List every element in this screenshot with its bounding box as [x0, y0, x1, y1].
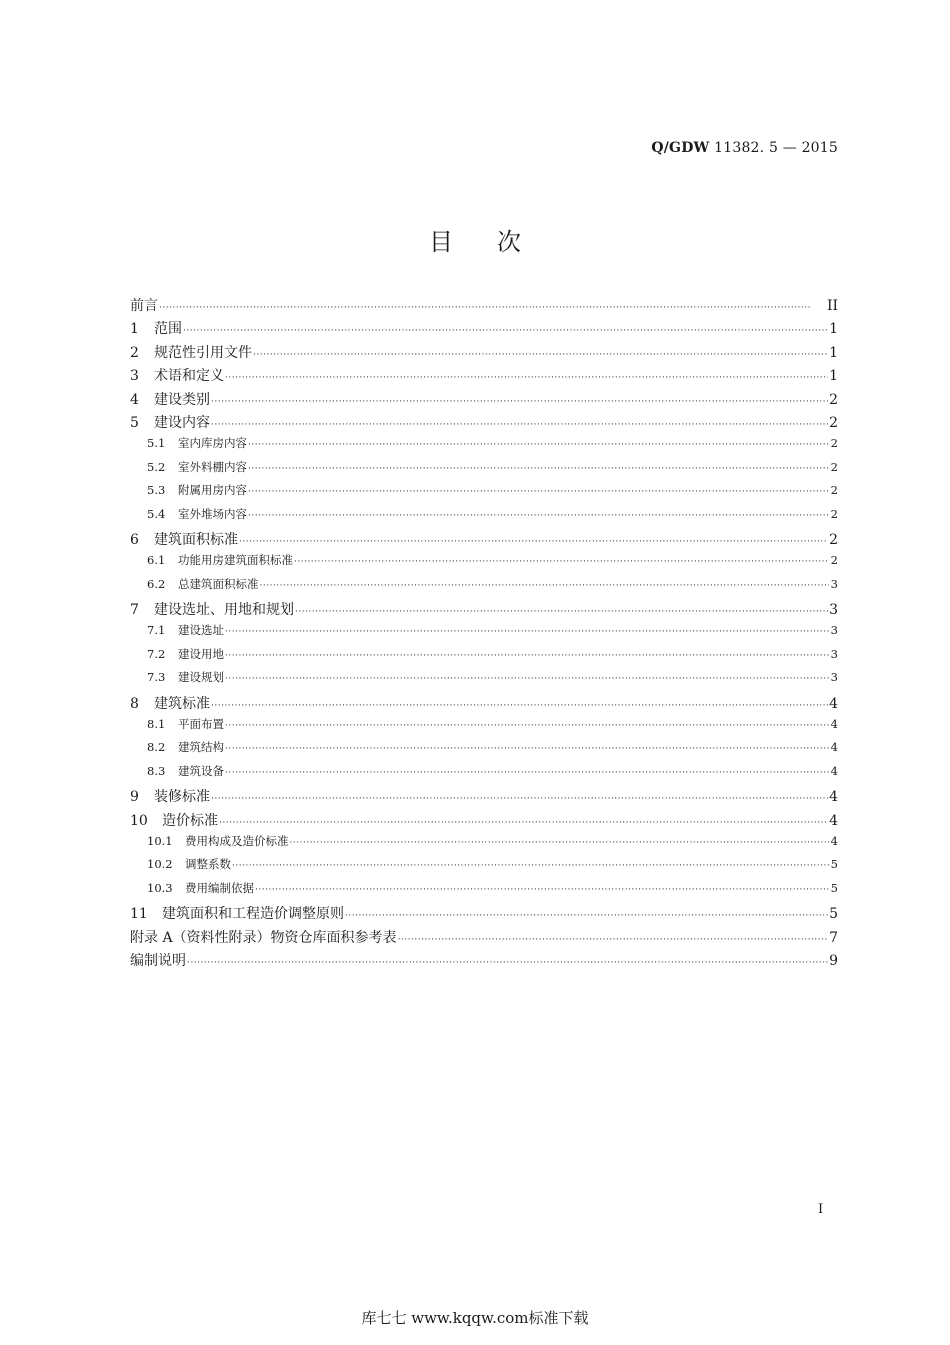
toc-subentry[interactable]: [130, 552, 838, 575]
toc-leader: [225, 768, 829, 778]
toc-leader: [183, 326, 828, 336]
toc-entry[interactable]: [130, 529, 838, 552]
title-char-1: 目: [429, 228, 453, 256]
toc-subentry[interactable]: [130, 739, 838, 762]
toc-page: II: [826, 298, 838, 314]
toc-number: 2: [130, 344, 139, 361]
toc-number: 6.2: [147, 576, 166, 591]
toc-number: 11: [130, 906, 148, 923]
document-id-prefix: Q/GDW: [651, 140, 710, 156]
toc-leader: [248, 487, 829, 497]
toc-leader: [211, 794, 828, 804]
toc-label: 室外料棚内容: [178, 459, 247, 474]
toc-leader: [225, 627, 829, 637]
toc-subentry[interactable]: [130, 576, 838, 599]
toc-leader: [248, 511, 829, 521]
toc-page: 4: [829, 812, 838, 829]
toc-page: 3: [830, 670, 838, 685]
toc-leader: [290, 838, 830, 848]
toc-label: 装修标准: [154, 789, 210, 806]
toc-entry[interactable]: [130, 927, 838, 950]
toc-subentry[interactable]: [130, 833, 838, 856]
toc-subentry[interactable]: [130, 669, 838, 692]
toc-entry[interactable]: [130, 389, 838, 412]
toc-page: 3: [829, 602, 838, 619]
toc-page: 2: [829, 391, 838, 408]
toc-label: 建设选址: [178, 623, 224, 638]
toc-label: 造价标准: [162, 812, 218, 829]
toc-label: 术语和定义: [154, 368, 224, 385]
toc-number: 5: [130, 414, 139, 431]
toc-number: 8.3: [147, 763, 166, 778]
toc-subentry[interactable]: [130, 482, 838, 505]
toc-page: 2: [830, 506, 838, 521]
toc-number: 3: [130, 368, 139, 385]
toc-subentry[interactable]: [130, 459, 838, 482]
toc-leader: [225, 651, 829, 661]
toc-leader: [211, 701, 828, 711]
toc-page: 3: [830, 623, 838, 638]
toc-page: 2: [830, 436, 838, 451]
toc-label: 附属用房内容: [178, 483, 247, 498]
toc-label: 总建筑面积标准: [178, 576, 259, 591]
toc-label: 室外堆场内容: [178, 506, 247, 521]
toc-label: 建筑标准: [154, 695, 210, 712]
toc-subentry[interactable]: [130, 763, 838, 786]
toc-entry[interactable]: [130, 412, 838, 435]
toc-number: 7.1: [147, 623, 166, 638]
toc-entry[interactable]: [130, 295, 838, 318]
toc-page: 2: [830, 553, 838, 568]
toc-leader: [294, 557, 829, 567]
toc-leader: [225, 373, 828, 383]
toc-number: 6: [130, 531, 139, 548]
table-of-contents: [130, 295, 838, 973]
toc-label: 功能用房建筑面积标准: [178, 553, 293, 568]
toc-label: 建设用地: [178, 646, 224, 661]
toc-number: 5.1: [147, 436, 166, 451]
toc-page: 5: [829, 906, 838, 923]
toc-label: 费用构成及造价标准: [185, 833, 289, 848]
toc-page: 1: [829, 344, 838, 361]
toc-number: 7.2: [147, 646, 166, 661]
toc-subentry[interactable]: [130, 856, 838, 879]
toc-number: 4: [130, 391, 139, 408]
toc-leader: [187, 958, 828, 968]
toc-subentry[interactable]: [130, 435, 838, 458]
toc-number: 7: [130, 602, 139, 619]
toc-page: 2: [829, 531, 838, 548]
toc-number: 1: [130, 321, 139, 338]
toc-label: 调整系数: [185, 857, 231, 872]
toc-page: 1: [829, 321, 838, 338]
toc-page: 4: [830, 833, 838, 848]
toc-leader: [398, 935, 829, 945]
toc-number: 5.4: [147, 506, 166, 521]
toc-leader: [248, 464, 829, 474]
title-char-2: 次: [497, 228, 521, 256]
document-id-number: 11382. 5 — 2015: [714, 140, 838, 156]
page-number: I: [818, 1202, 824, 1217]
toc-page: 2: [830, 483, 838, 498]
toc-page: 4: [830, 717, 838, 732]
toc-page: 2: [830, 459, 838, 474]
toc-page: 4: [830, 763, 838, 778]
toc-page: 2: [829, 414, 838, 431]
toc-page: 4: [829, 789, 838, 806]
toc-number: 10.3: [147, 880, 173, 895]
toc-page: 5: [830, 857, 838, 872]
toc-page: 9: [829, 952, 838, 969]
toc-number: 5.3: [147, 483, 166, 498]
toc-number: 7.3: [147, 670, 166, 685]
toc-number: 8: [130, 695, 139, 712]
toc-leader: [255, 885, 829, 895]
toc-label: 平面布置: [178, 717, 224, 732]
toc-leader: [211, 420, 828, 430]
toc-label: 建设类别: [154, 391, 210, 408]
toc-leader: [232, 861, 829, 871]
toc-label: 编制说明: [130, 952, 186, 969]
toc-subentry[interactable]: [130, 506, 838, 529]
toc-number: 10.2: [147, 857, 173, 872]
toc-subentry[interactable]: [130, 716, 838, 739]
toc-label: 费用编制依据: [185, 880, 254, 895]
toc-page: 3: [830, 576, 838, 591]
toc-entry[interactable]: [130, 903, 838, 926]
footer-watermark: 库七七 www.kqqw.com标准下载: [361, 1309, 589, 1327]
toc-label: 附录 A（资料性附录）物资仓库面积参考表: [130, 929, 397, 946]
toc-leader: [345, 911, 828, 921]
toc-entry[interactable]: [130, 365, 838, 388]
toc-leader: [219, 818, 828, 828]
toc-leader: [248, 440, 829, 450]
toc-subentry[interactable]: [130, 880, 838, 903]
toc-leader: [225, 744, 829, 754]
toc-number: 5.2: [147, 459, 166, 474]
page-title: [0, 222, 950, 257]
toc-label: 建设选址、用地和规划: [154, 602, 294, 619]
toc-label: 建筑设备: [178, 763, 224, 778]
toc-label: 建设规划: [178, 670, 224, 685]
toc-label: 建筑结构: [178, 740, 224, 755]
toc-entry[interactable]: [130, 950, 838, 973]
toc-subentry[interactable]: [130, 646, 838, 669]
toc-label: 室内库房内容: [178, 436, 247, 451]
toc-label: 范围: [154, 321, 182, 338]
toc-leader: [239, 537, 828, 547]
toc-page: 1: [829, 368, 838, 385]
toc-leader: [253, 350, 828, 360]
toc-entry[interactable]: [130, 342, 838, 365]
toc-page: 3: [830, 646, 838, 661]
toc-entry[interactable]: [130, 599, 838, 622]
toc-page: 4: [829, 695, 838, 712]
document-id: [651, 140, 838, 156]
toc-subentry[interactable]: [130, 622, 838, 645]
toc-leader: [159, 303, 826, 313]
toc-entry[interactable]: [130, 810, 838, 833]
toc-number: 9: [130, 789, 139, 806]
toc-label: 规范性引用文件: [154, 344, 252, 361]
toc-entry[interactable]: [130, 693, 838, 716]
toc-leader: [295, 607, 828, 617]
toc-leader: [260, 581, 830, 591]
toc-number: 10: [130, 812, 148, 829]
toc-label: 前言: [130, 298, 158, 314]
toc-label: 建设内容: [154, 414, 210, 431]
toc-label: 建筑面积标准: [154, 531, 238, 548]
toc-number: 8.2: [147, 740, 166, 755]
toc-number: 10.1: [147, 833, 173, 848]
toc-entry[interactable]: [130, 318, 838, 341]
toc-page: 7: [829, 929, 838, 946]
toc-number: 6.1: [147, 553, 166, 568]
toc-page: 5: [830, 880, 838, 895]
toc-entry[interactable]: [130, 786, 838, 809]
toc-label: 建筑面积和工程造价调整原则: [162, 906, 344, 923]
toc-page: 4: [830, 740, 838, 755]
toc-leader: [211, 397, 828, 407]
toc-leader: [225, 674, 829, 684]
toc-number: 8.1: [147, 717, 166, 732]
toc-leader: [225, 721, 829, 731]
